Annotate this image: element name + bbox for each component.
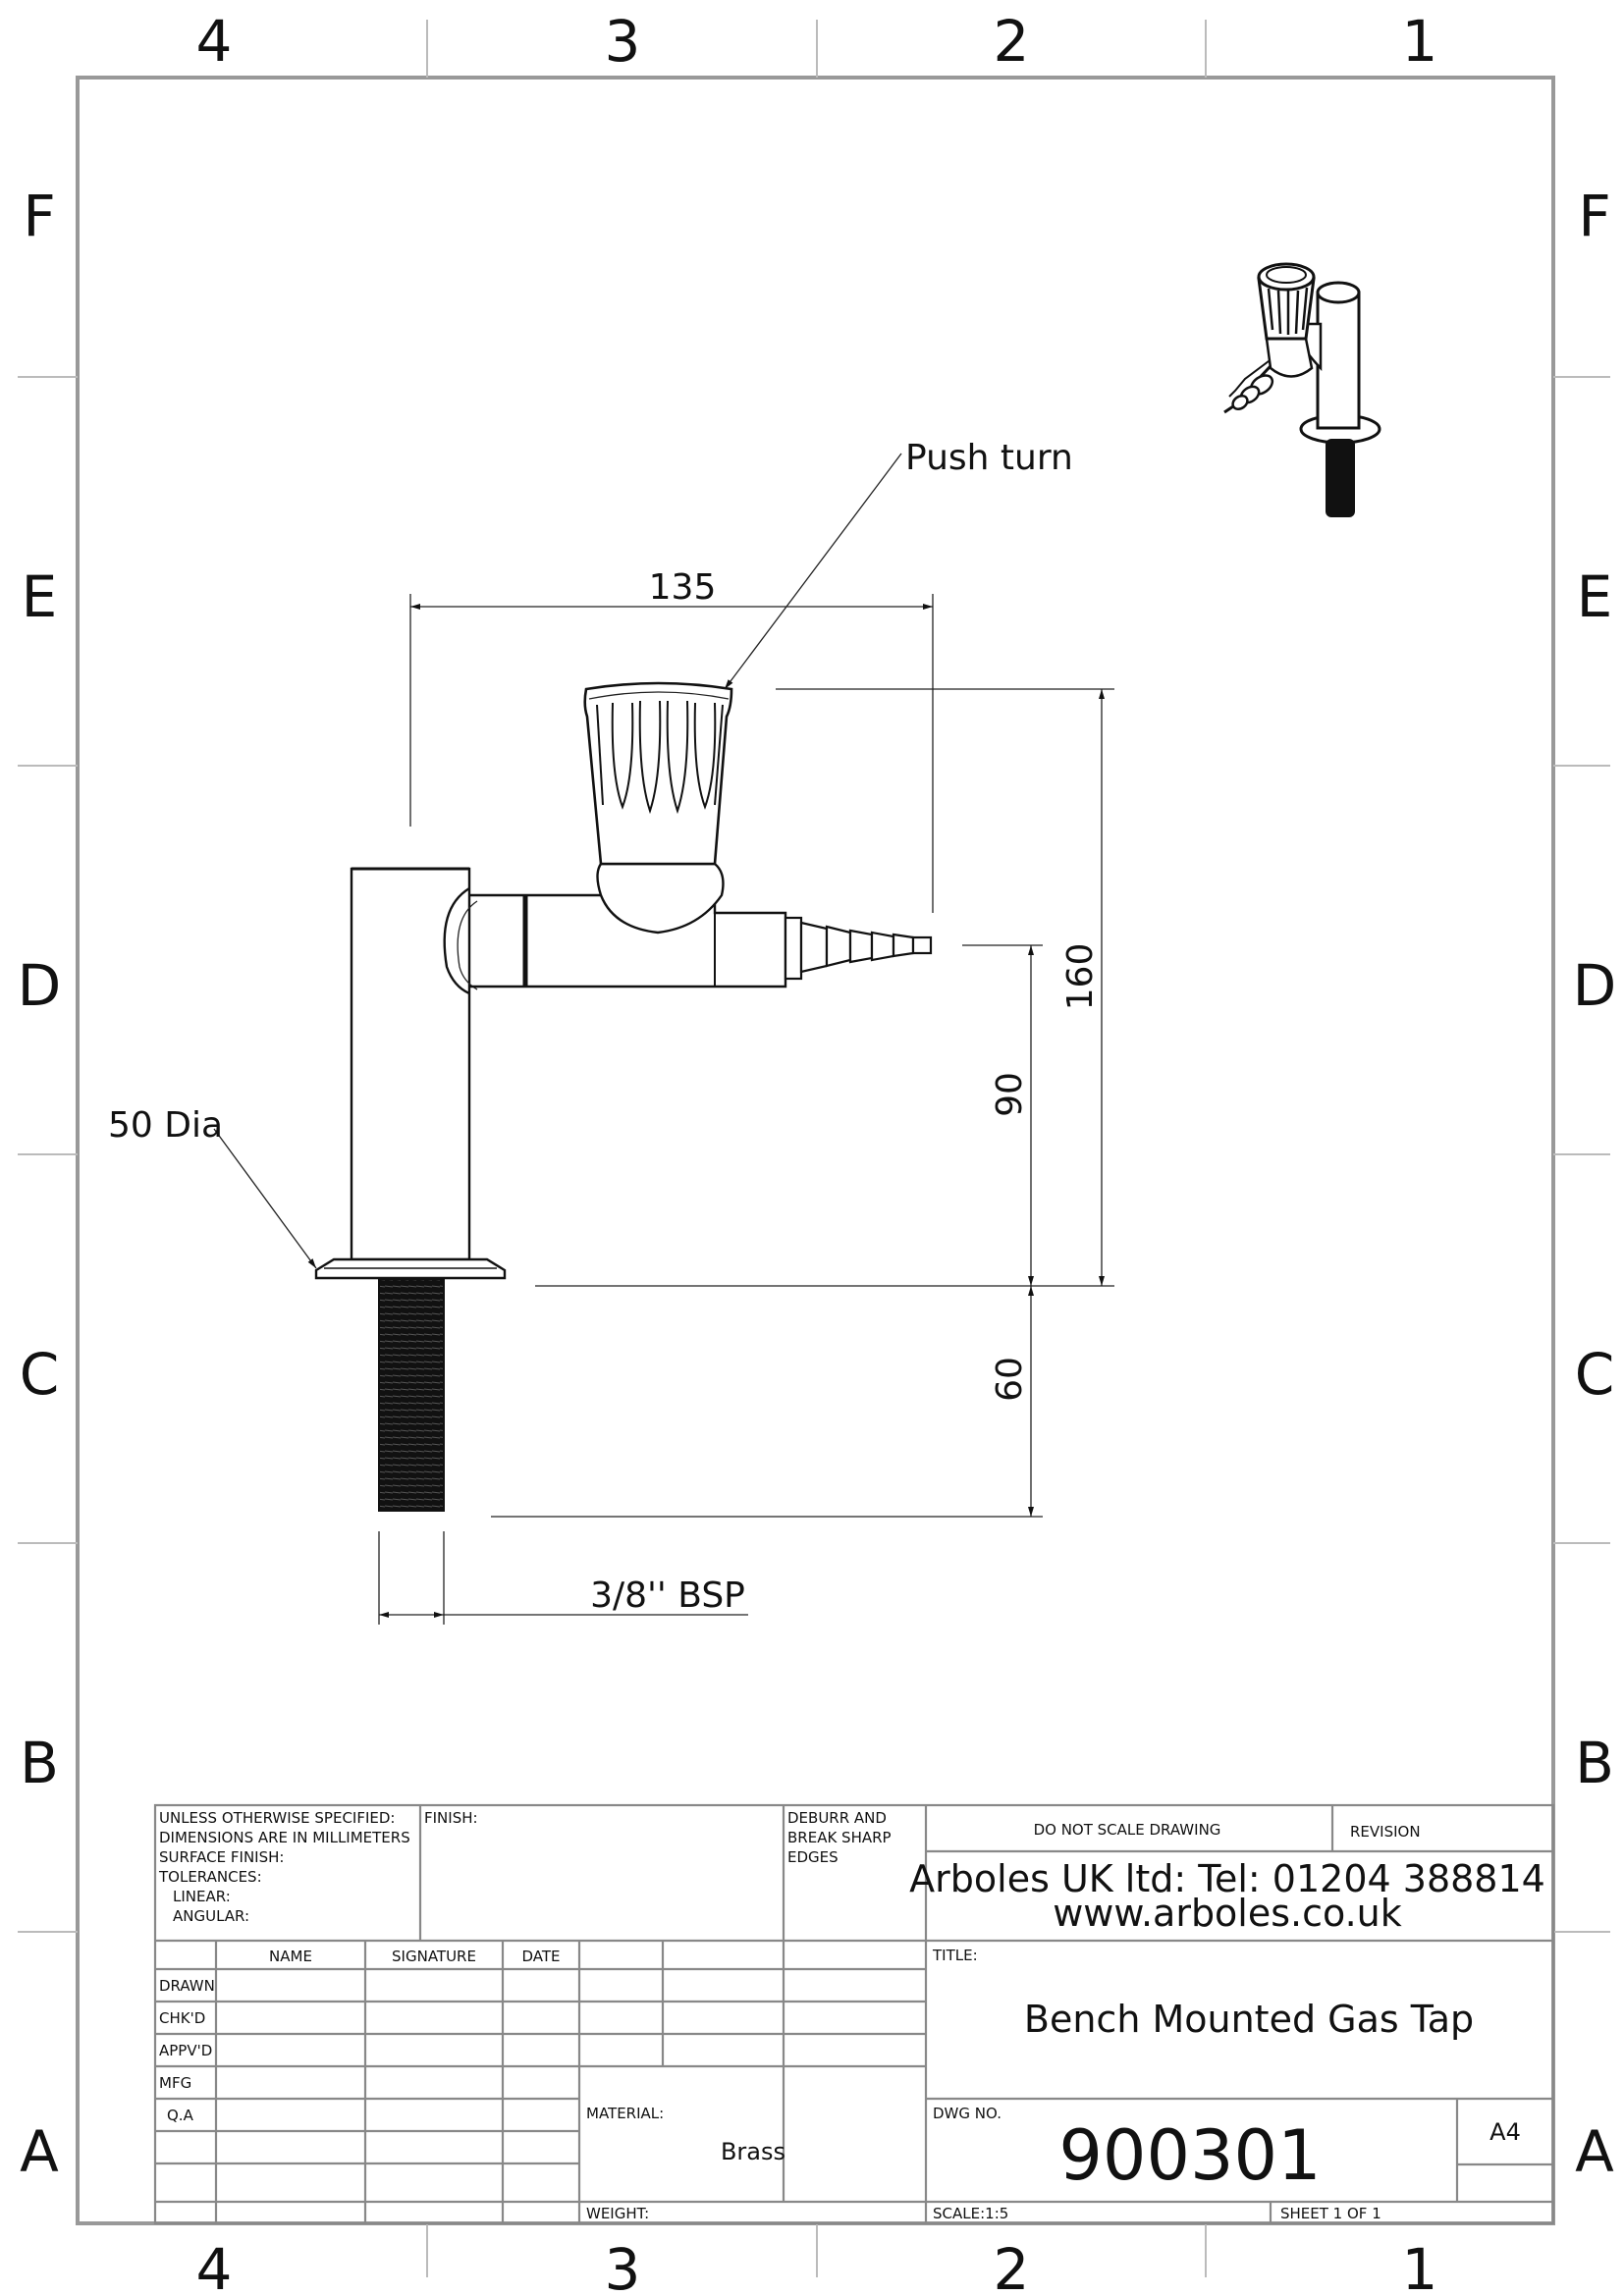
note-base-dia: 50 Dia — [108, 1105, 224, 1146]
hose-nozzle — [785, 918, 931, 979]
tb-company-line1: Arboles UK ltd: Tel: 01204 388814 — [909, 1857, 1545, 1900]
tb-general-note-3: SURFACE FINISH: — [159, 1848, 285, 1866]
tb-col-date: DATE — [521, 1948, 561, 1965]
tb-sheet-size: A4 — [1489, 2118, 1521, 2146]
dim-thread-spec: 3/8'' BSP — [590, 1575, 745, 1616]
tb-deburr-3: EDGES — [787, 1848, 839, 1866]
zone-col-bottom-4: 4 — [195, 2236, 233, 2296]
dimension-lines — [214, 454, 1114, 1625]
tb-sheet-count: SHEET 1 OF 1 — [1280, 2205, 1381, 2222]
tb-title-label: TITLE: — [933, 1947, 978, 1964]
tb-col-name: NAME — [269, 1948, 312, 1965]
tb-scale: SCALE:1:5 — [933, 2205, 1009, 2222]
threaded-stud — [379, 1279, 444, 1511]
tb-general-note-6: ANGULAR: — [173, 1907, 250, 1925]
zone-col-bottom-2: 2 — [993, 2236, 1030, 2296]
tap-side-view — [316, 683, 931, 1511]
tb-col-signature: SIGNATURE — [392, 1948, 476, 1965]
tb-deburr-2: BREAK SHARP — [787, 1829, 892, 1846]
tb-dwg-no-label: DWG NO. — [933, 2105, 1001, 2122]
tb-general-note-5: LINEAR: — [173, 1888, 231, 1905]
tb-do-not-scale: DO NOT SCALE DRAWING — [1033, 1821, 1221, 1839]
zone-row-right-A: A — [1575, 2118, 1614, 2185]
tb-weight-label: WEIGHT: — [586, 2205, 650, 2222]
tb-general-note-4: TOLERANCES: — [159, 1868, 262, 1886]
zone-row-left-E: E — [21, 563, 58, 630]
dim-height-90: 90 — [990, 1072, 1030, 1117]
tb-row-checked: CHK'D — [159, 2009, 206, 2027]
tb-material-value: Brass — [720, 2138, 786, 2165]
zone-row-right-B: B — [1575, 1730, 1614, 1796]
drawing-title: Bench Mounted Gas Tap — [1023, 1998, 1475, 2041]
zone-row-left-F: F — [23, 183, 56, 249]
dim-thread-60: 60 — [990, 1357, 1030, 1402]
zone-col-top-1: 1 — [1401, 8, 1438, 75]
zone-col-top-2: 2 — [993, 8, 1030, 75]
dim-width-135: 135 — [648, 567, 717, 608]
tap-pillar — [352, 869, 469, 1259]
tb-material-label: MATERIAL: — [586, 2105, 665, 2122]
zone-row-left-C: C — [19, 1341, 60, 1408]
zone-row-left-B: B — [20, 1730, 59, 1796]
valve-bonnet — [598, 864, 724, 933]
zone-row-right-D: D — [1572, 952, 1617, 1019]
tb-deburr-1: DEBURR AND — [787, 1809, 887, 1827]
tb-row-approved: APPV'D — [159, 2042, 213, 2059]
zone-col-top-3: 3 — [604, 8, 641, 75]
zone-row-left-A: A — [20, 2118, 59, 2185]
zone-col-bottom-3: 3 — [604, 2236, 641, 2296]
tb-row-drawn: DRAWN — [159, 1977, 215, 1995]
zone-ticks — [18, 20, 1610, 2277]
zone-col-bottom-1: 1 — [1401, 2236, 1438, 2296]
zone-row-right-E: E — [1576, 563, 1613, 630]
isometric-view — [1224, 264, 1380, 517]
dim-height-160: 160 — [1060, 942, 1101, 1011]
tb-general-note-1: UNLESS OTHERWISE SPECIFIED: — [159, 1809, 396, 1827]
zone-row-right-C: C — [1574, 1341, 1615, 1408]
zone-row-right-F: F — [1578, 183, 1611, 249]
tb-company-line2: www.arboles.co.uk — [1053, 1892, 1402, 1935]
zone-col-top-4: 4 — [195, 8, 233, 75]
tb-general-note-2: DIMENSIONS ARE IN MILLIMETERS — [159, 1829, 410, 1846]
note-push-turn: Push turn — [905, 438, 1073, 478]
tb-row-qa: Q.A — [167, 2107, 193, 2124]
drawing-number: 900301 — [1058, 2115, 1322, 2196]
zone-row-left-D: D — [17, 952, 62, 1019]
tb-revision-label: REVISION — [1350, 1823, 1421, 1841]
tb-row-mfg: MFG — [159, 2074, 192, 2092]
tb-finish-label: FINISH: — [424, 1809, 478, 1827]
